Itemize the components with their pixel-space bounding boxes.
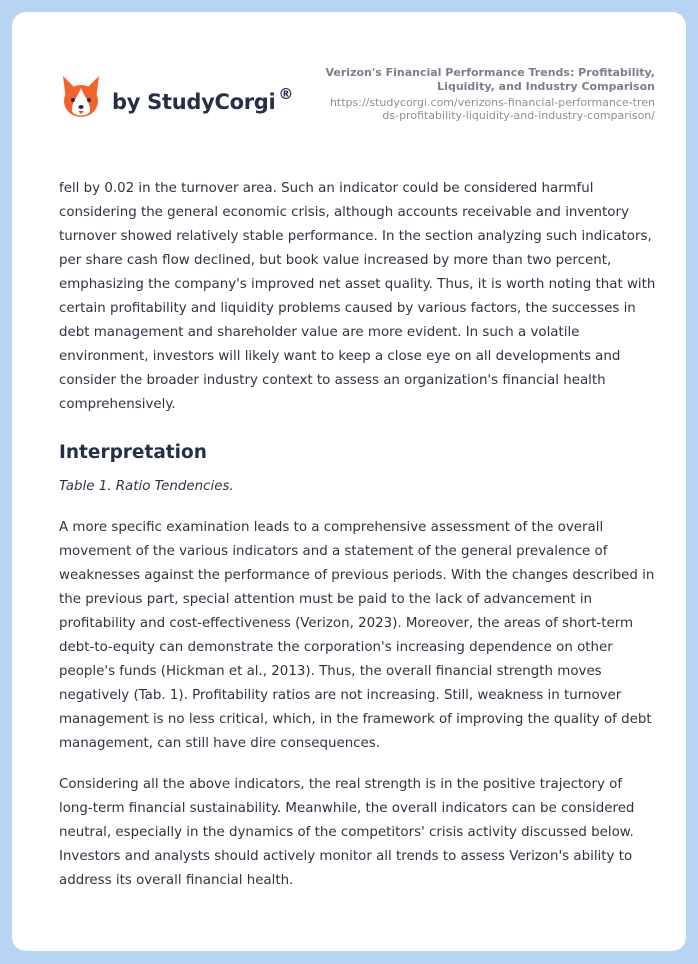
section-heading-interpretation: Interpretation (59, 442, 207, 463)
document-page (12, 12, 686, 951)
document-body (59, 177, 659, 910)
document-url[interactable]: https://studycorgi.com/verizons-financial-performance-trends-profitability-liquidity-and-industry-comparison/ (329, 96, 655, 122)
document-title: Verizon's Financial Performance Trends: Profitability, Liquidity, and Industry Comparison (325, 66, 655, 93)
table-caption: Table 1. Ratio Tendencies. (59, 479, 234, 494)
corgi-icon (60, 74, 102, 122)
intro-paragraph: fell by 0.02 in the turnover area. Such an indicator could be considered harmful considering the general economic crisis, although accounts receivable and inventory turnover showed relatively stable performance. In the section analyzing such indicators, per share cash flow declined, but book value increased by more than two percent, emphasizing the company's improved net asset quality. Thus, it is worth noting that with certain profitability and liquidity problems caused by various factors, the successes in debt management and shareholder value are more evident. In such a volatile environment, investors will likely want to keep a close eye on all developments and consider the broader industry context to assess an organization's financial health comprehensively. (59, 181, 656, 412)
body-paragraph: A more specific examination leads to a comprehensive assessment of the overall movement of the various indicators and a statement of the general prevalence of weaknesses against the performance of previous periods. With the changes described in the previous part, special attention must be paid to the lack of advancement in profitability and cost-effectiveness (Verizon, 2023). Moreover, the areas of short-term debt-to-equity can demonstrate the corporation's increasing dependence on other people's funds (Hickman et al., 2013). Thus, the overall financial strength moves negatively (Tab. 1). Profitability ratios are not increasing. Still, weakness in turnover management is no less critical, which, in the framework of improving the quality of debt management, can still have dire consequences. (59, 520, 655, 751)
registered-mark: ® (278, 85, 294, 103)
studycorgi-logo[interactable] (60, 74, 294, 122)
document-meta (325, 66, 655, 122)
brand-name: by StudyCorgi ® (112, 85, 294, 114)
body-paragraph: Considering all the above indicators, the real strength is in the positive trajectory of long-term financial sustainability. Meanwhile, the overall indicators can be considered neutral, especially in the dynamics of the competitors' crisis activity discussed below. Investors and analysts should actively monitor all trends to assess Verizon's ability to address its overall financial health. (59, 777, 635, 888)
